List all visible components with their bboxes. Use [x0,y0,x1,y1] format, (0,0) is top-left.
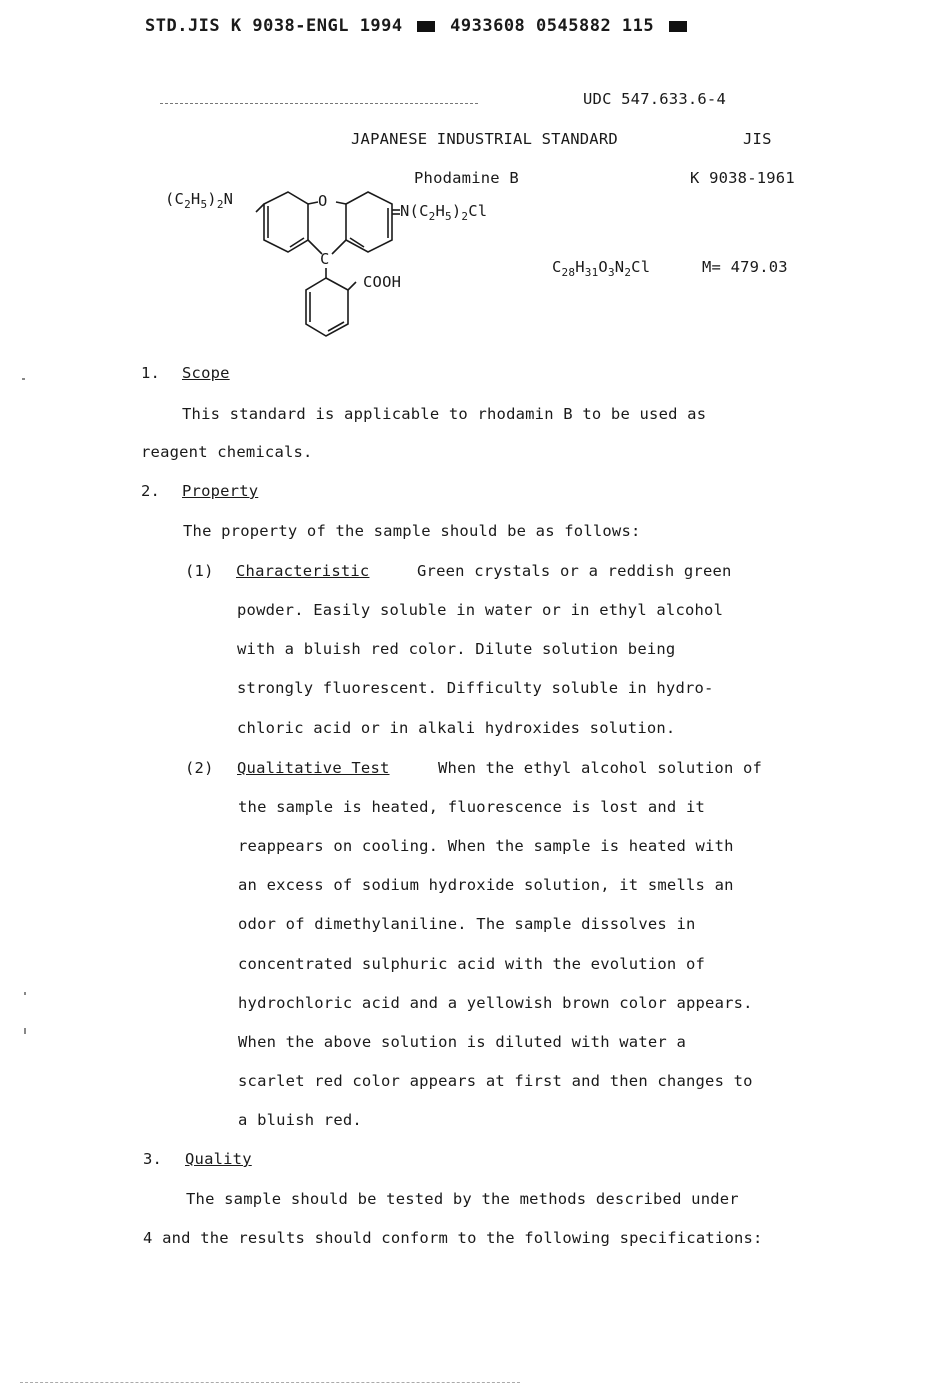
item-2-line: odor of dimethylaniline. The sample dissolves in [238,915,696,933]
item-1-label: Characteristic [236,562,370,580]
item-1-line: powder. Easily soluble in water or in ethyl alcohol [237,601,724,619]
section-3-line-2: 4 and the results should conform to the following specifications: [143,1229,763,1247]
left-ring [264,192,308,252]
item-1-line: chloric acid or in alkali hydroxides solution. [237,719,676,737]
item-2-number: (2) [185,759,214,777]
item-1-line: with a bluish red color. Dilute solution being [237,640,676,658]
item-2-line: scarlet red color appears at first and then changes to [238,1072,753,1090]
item-1-number: (1) [185,562,214,580]
section-2-number: 2. [141,482,161,500]
item-2-line: When the above solution is diluted with water a [238,1033,686,1051]
scan-speck [24,1028,26,1034]
item-2-line: reappears on cooling. When the sample is heated with [238,837,734,855]
item-2-line: the sample is heated, fluorescence is lost and it [238,798,706,816]
section-3-heading: Quality [185,1150,252,1168]
udc-code: UDC 547.633.6-4 [583,90,726,108]
barcode-block [669,21,687,32]
structure-left-group: $(C_2H_5)_2N$ [165,190,234,211]
structure-bridge-o: O [318,192,328,210]
molecular-mass: M= 479.03 [702,258,788,276]
jis-label: JIS [743,130,772,148]
item-2-line: concentrated sulphuric acid with the evolution of [238,955,706,973]
scan-speck [22,378,25,380]
section-3-number: 3. [143,1150,163,1168]
item-2-label: Qualitative Test [237,759,390,777]
item-2-first-line: When the ethyl alcohol solution of [438,759,763,777]
standard-name: JAPANESE INDUSTRIAL STANDARD [351,130,618,148]
item-2-line: hydrochloric acid and a yellowish brown color appears. [238,994,753,1012]
scan-speck [24,992,26,995]
right-ring [346,192,392,252]
item-2-line: an excess of sodium hydroxide solution, it smells an [238,876,734,894]
section-1-line-2: reagent chemicals. [141,443,313,461]
structure-acid: COOH [363,273,402,291]
section-3-line-1: The sample should be tested by the methods described under [186,1190,739,1208]
bottom-ring [306,278,348,336]
header-code: STD.JIS K 9038-ENGL 1994 [145,16,403,36]
section-1-number: 1. [141,364,161,382]
document-header [145,16,691,36]
molecular-formula: $C_{28}H_{31}O_3N_2Cl$ [552,258,651,279]
section-1-line-1: This standard is applicable to rhodamin B to be used as [182,405,707,423]
barcode-block [417,21,435,32]
item-1-first-line: Green crystals or a reddish green [417,562,732,580]
header-catalog-a: 4933608 [450,16,526,36]
structure-carbon: C [320,250,330,268]
structural-formula [160,186,540,346]
bottom-scan-edge [20,1382,520,1383]
section-2-heading: Property [182,482,259,500]
dotted-rule [160,103,478,104]
section-1-heading: Scope [182,364,230,382]
item-1-line: strongly fluorescent. Difficulty soluble in hydro- [237,679,714,697]
structure-right-group: $N(C_2H_5)_2Cl$ [400,202,488,223]
section-2-intro: The property of the sample should be as follows: [183,522,641,540]
standard-number: K 9038-1961 [690,169,795,187]
item-2-line: a bluish red. [238,1111,362,1129]
chemical-title: Phodamine B [414,169,519,187]
header-catalog-b: 0545882 115 [536,16,655,36]
